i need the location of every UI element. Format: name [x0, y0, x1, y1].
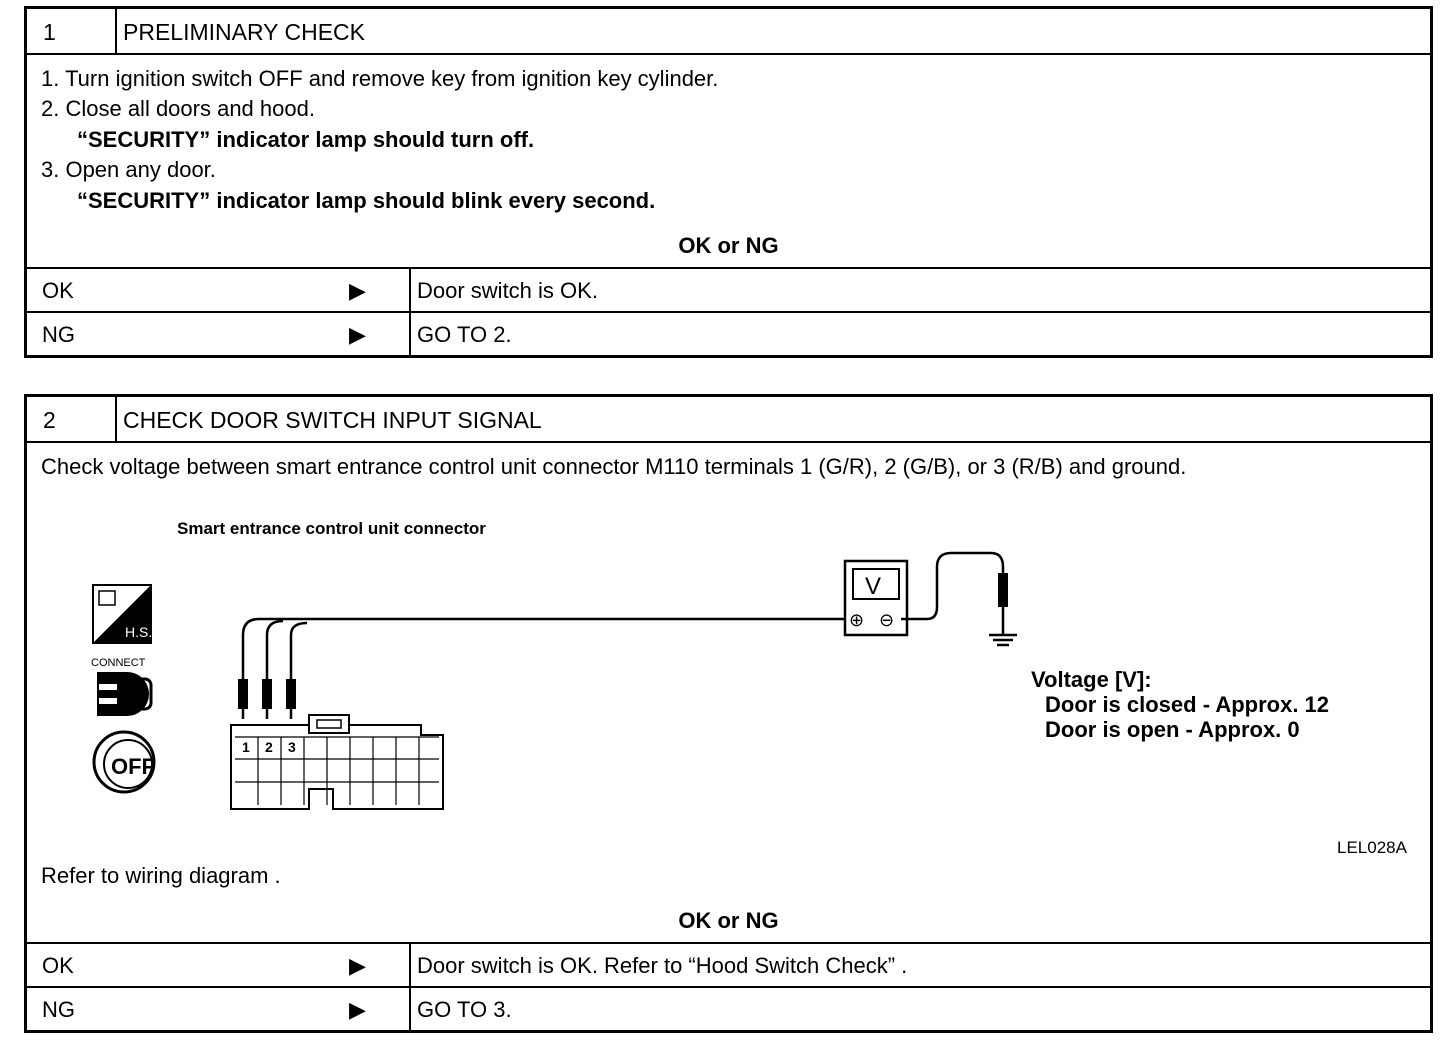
step-1-result-ok [27, 267, 1430, 311]
result-key: NG [42, 997, 75, 1022]
step-2-box [24, 394, 1433, 1033]
plus-terminal: ⊕ [849, 610, 865, 630]
refer-text: Refer to wiring diagram . [41, 863, 281, 888]
terminal-1-label: 1 [242, 739, 250, 755]
result-value: GO TO 3. [417, 997, 512, 1022]
svg-text:H.S.: H.S. [125, 624, 153, 640]
step-2-title: CHECK DOOR SWITCH INPUT SIGNAL [123, 407, 542, 433]
probe-wires [243, 619, 845, 719]
result-key: NG [42, 322, 75, 347]
probe-3 [286, 679, 296, 709]
column-divider [409, 942, 411, 986]
terminal-3-label: 3 [288, 739, 296, 755]
ignition-off-icon [94, 732, 155, 792]
svg-text:CONNECT: CONNECT [91, 657, 146, 669]
arrow-icon: ▶ [349, 322, 366, 347]
result-key: OK [42, 953, 74, 978]
step-2-number: 2 [27, 397, 117, 441]
step-1-title: PRELIMINARY CHECK [123, 19, 365, 45]
step-1-line-1: 1. Turn ignition switch OFF and remove key from ignition key cylinder. [41, 66, 719, 91]
step-2-result-ng [27, 986, 1430, 1030]
step-1-line-3: “SECURITY” indicator lamp should turn off. [77, 127, 535, 152]
result-value: GO TO 2. [417, 322, 512, 347]
step-1-header [27, 9, 1430, 55]
result-value: Door switch is OK. [417, 278, 598, 303]
hs-icon [93, 585, 152, 643]
step-1-result-ng [27, 311, 1430, 355]
step-1-line-2: 2. Close all doors and hood. [41, 96, 315, 121]
voltage-title: Voltage [V]: [1031, 667, 1152, 692]
column-divider [409, 311, 411, 355]
column-divider [409, 986, 411, 1030]
ground-probe [998, 573, 1008, 607]
step-1-line-5: “SECURITY” indicator lamp should blink every second. [77, 188, 656, 213]
connector-body [231, 715, 443, 809]
voltmeter [845, 561, 907, 635]
step-2-result-header: OK or NG [678, 908, 779, 933]
minus-terminal: ⊖ [879, 610, 895, 630]
arrow-icon: ▶ [349, 953, 366, 978]
probe-1 [238, 679, 248, 709]
connect-icon [91, 657, 151, 716]
column-divider [409, 267, 411, 311]
voltage-open: Door is open - Approx. 0 [1045, 717, 1300, 742]
step-1-number: 1 [27, 9, 117, 53]
step-2-instruction: Check voltage between smart entrance control unit connector M110 terminals 1 (G/R), 2 (G/B), or 3 (R/B) and ground. [41, 454, 1187, 479]
step-1-result-header: OK or NG [678, 233, 779, 258]
step-1-box [24, 6, 1433, 358]
svg-text:OFF: OFF [111, 754, 155, 779]
probe-2 [262, 679, 272, 709]
figure-code: LEL028A [1337, 838, 1407, 857]
arrow-icon: ▶ [349, 278, 366, 303]
voltage-closed: Door is closed - Approx. 12 [1045, 692, 1330, 717]
step-1-line-4: 3. Open any door. [41, 157, 216, 182]
connector-label: Smart entrance control unit connector [177, 519, 486, 538]
connector-diagram [27, 397, 1430, 1030]
meter-label: V [865, 573, 882, 600]
terminal-2-label: 2 [265, 739, 273, 755]
arrow-icon: ▶ [349, 997, 366, 1022]
result-key: OK [42, 278, 74, 303]
step-2-result-ok [27, 942, 1430, 986]
result-value: Door switch is OK. Refer to “Hood Switch Check” . [417, 953, 908, 978]
